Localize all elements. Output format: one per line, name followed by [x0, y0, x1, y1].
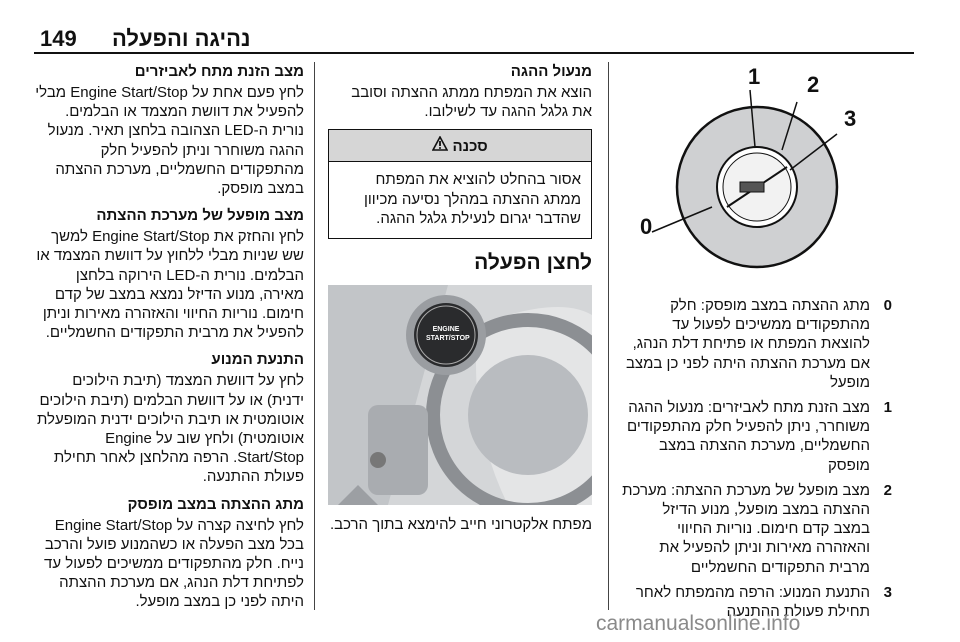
- section-heading: מתג ההצתה במצב מופסק: [127, 495, 304, 513]
- header-rule: [34, 52, 914, 54]
- column-divider: [608, 62, 609, 610]
- warning-box: [328, 129, 592, 239]
- ignition-switch-diagram: [622, 62, 892, 282]
- callout-3: 3: [844, 106, 857, 131]
- callout-2: 2: [807, 72, 820, 97]
- position-item: [622, 398, 892, 475]
- start-button-label: [426, 325, 470, 343]
- column-divider: [314, 62, 315, 610]
- start-button-label-line: START/STOP: [426, 335, 470, 343]
- positions-list: [622, 296, 892, 621]
- position-number: 1: [883, 399, 892, 417]
- section-heading: מצב הזנת מתח לאביזרים: [134, 63, 304, 80]
- section-text: לחץ על דוושת המצמד (תיבת הילוכים ידנית) או על דוושת הבלמים (תיבת הילוכים אוטומטית או תיבת הילוכים ידנית המופעלת אוטומטית) ולחץ שוב על Engine Start/Stop. הרפה מהלחצן לאחר תחילת פעולת ההתנעה.: [36, 372, 304, 486]
- middle-column: [328, 62, 592, 542]
- page-header: [0, 0, 960, 52]
- image-caption: מפתח אלקטרוני חייב להימצא בתוך הרכב.: [329, 516, 592, 534]
- heading-start-button: לחצן הפעלה: [474, 251, 592, 275]
- section-text: לחץ והחזק את Engine Start/Stop למשך שש שניות מבלי ללחוץ על דוושת המצמד או הבלמים. נורית ה-LED הירוקה בלחצן מאירה, מנוע הדיזל נמצא במצב של קדם חימום. נוריות החיווי והאזהרה מאירות וניתן להפעיל את מרבית התפקודים החשמליים.: [36, 228, 304, 342]
- section-text: לחץ פעם אחת על Engine Start/Stop מבלי להפעיל את דוושת המצמד או הבלמים. נורית ה-LED הצהובה בלחצן תאיר. מנעול ההגה משוחרר וניתן להפעיל חלק מהתפקודים החשמליים, מערכת ההצתה במצב מופסק.: [35, 84, 304, 198]
- position-text: התנעת המנוע: הרפה מהמפתח לאחר תחילת פעולת ההתנעה: [635, 583, 870, 621]
- start-button-photo: [328, 285, 592, 505]
- position-number: 2: [883, 481, 892, 499]
- position-text: מצב הזנת מתח לאביזרים: מנעול ההגה משוחרר, ניתן להפעיל חלק מהתפקודים החשמליים, מערכת ההצתה במצב מופסק: [627, 399, 870, 474]
- warning-triangle-icon: [432, 136, 448, 155]
- position-text: מתג ההצתה במצב מופסק: חלק מהתפקודים ממשיכים לפעול עד להוצאת המפתח או פתיחת דלת הנהג, אם מערכת ההצתה היתה לפני כן במצב מופעל: [625, 297, 870, 391]
- section-heading: מנעול ההגה: [510, 63, 592, 80]
- running-title: נהיגה והפעלה: [112, 26, 251, 51]
- callout-0: 0: [640, 214, 653, 239]
- position-number: 3: [883, 583, 892, 601]
- right-column: [622, 62, 892, 627]
- position-item: [622, 296, 892, 392]
- watermark: carmanualsonline.info: [596, 612, 801, 635]
- callout-1: 1: [748, 64, 761, 89]
- warning-header: [329, 130, 591, 162]
- section-heading: מצב מופעל של מערכת ההצתה: [96, 207, 304, 225]
- position-text: מצב מופעל של מערכת ההצתה: מערכת ההצתה במצב מופעל, מנוע הדיזל במצב קדם חימום. נוריות החיווי והאזהרה מאירות וניתן להפעיל את מרבית התפקודים החשמליים: [622, 481, 870, 576]
- page-number: 149: [40, 26, 77, 51]
- section-text: לחץ לחיצה קצרה על Engine Start/Stop בכל מצב הפעלה או כשהמנוע פועל והרכב נייח. חלק מהתפקודים ממשיכים לפעול עד לפתיחת דלת הנהג, אם מערכת ההצתה היתה לפני כן במצב מופעל.: [44, 516, 304, 611]
- section-heading: התנעת המנוע: [211, 351, 304, 369]
- section-text: הוצא את המפתח ממתג ההצתה וסובב את גלגל ההגה עד לשילובו.: [351, 84, 592, 121]
- position-number: 0: [883, 297, 892, 314]
- warning-text: אסור בהחלט להוציא את המפתח ממתג ההצתה במהלך נסיעה מכיוון שהדבר יגרום לנעילת גלגל ההגה.: [363, 171, 581, 227]
- left-column: [34, 62, 304, 620]
- position-item: [622, 481, 892, 577]
- start-button-label-line: ENGINE: [432, 326, 460, 334]
- warning-title: סכנה: [452, 138, 488, 156]
